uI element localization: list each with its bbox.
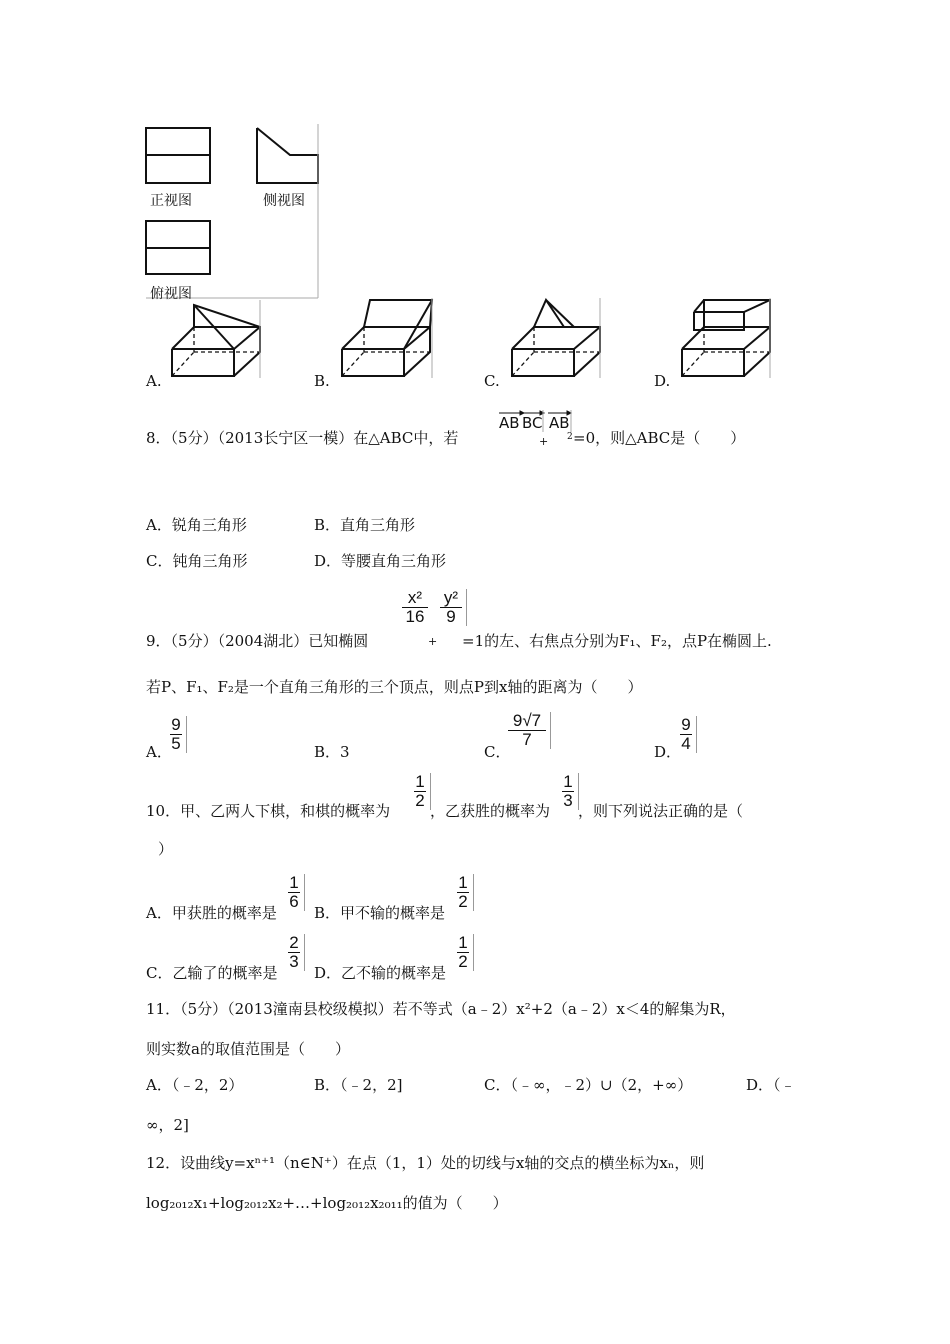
q10-option-b: B．甲不输的概率是	[314, 904, 446, 922]
solid-a-drawing	[0, 0, 950, 400]
q10-option-a-frac: $\frac{1}{6}$	[288, 874, 300, 911]
q9-tail: =1的左、右焦点分别为F₁、F₂，点P在椭圆上.	[462, 632, 772, 650]
q10-option-b-frac: $\frac{1}{2}$	[457, 874, 469, 911]
q10-line2: ）	[158, 840, 174, 858]
q10-frac-win: $\frac{1}{3}$	[562, 773, 574, 810]
q10-mid: ，乙获胜的概率为	[430, 802, 551, 820]
q8-vector-ab-2: AB	[549, 414, 570, 432]
front-view-label: 正视图	[150, 193, 192, 209]
q10-option-c-frac: $\frac{2}{3}$	[288, 934, 300, 971]
q10-lead: 10．甲、乙两人下棋，和棋的概率为	[146, 802, 391, 820]
q8-option-a: A．锐角三角形	[146, 516, 247, 534]
side-view-label: 侧视图	[263, 193, 305, 209]
q9-option-c-frac: $\frac{9√7}{7}$	[508, 712, 546, 749]
q9-option-d-label: D．	[654, 743, 682, 761]
q8-tail: =0，则△ABC是（ ）	[573, 429, 746, 447]
q11-line1: 11．（5分）（2013潼南县校级模拟）若不等式（a﹣2）x²+2（a﹣2）x＜4的解集为R，	[146, 1000, 736, 1018]
q8-option-c: C．钝角三角形	[146, 552, 248, 570]
q10-option-d: D．乙不输的概率是	[314, 964, 447, 982]
q12-line1: 12．设曲线y=xⁿ⁺¹（n∈N⁺）在点（1，1）处的切线与x轴的交点的横坐标为xₙ，则	[146, 1154, 705, 1172]
q8-square: 2	[567, 432, 573, 442]
q8-option-d: D．等腰直角三角形	[314, 552, 447, 570]
q8-plus: +	[539, 435, 549, 448]
q9-option-a-label: A．	[146, 743, 172, 761]
q10-option-a: A．甲获胜的概率是	[146, 904, 277, 922]
q9-option-d-frac: $\frac{9}{4}$	[680, 716, 692, 753]
top-view-label: 俯视图	[150, 286, 192, 302]
q11-option-d-cont: ∞，2]	[146, 1116, 189, 1134]
q9-option-a-frac: $\frac{9}{5}$	[170, 716, 182, 753]
q10-option-d-frac: $\frac{1}{2}$	[457, 934, 469, 971]
q7-option-a: A.	[146, 372, 162, 390]
q9-frac-y: $\frac{\text{y²}}{9}$	[440, 589, 462, 626]
q8-vector-expression	[498, 410, 573, 434]
q10-frac-draw: $\frac{1}{2}$	[414, 773, 426, 810]
q11-option-c: C．（﹣∞，﹣2）∪（2，+∞）	[484, 1076, 693, 1094]
q11-line2: 则实数a的取值范围是（ ）	[146, 1040, 350, 1058]
q12-line2: log₂₀₁₂x₁+log₂₀₁₂x₂+…+log₂₀₁₂x₂₀₁₁的值为（ ）	[146, 1194, 508, 1212]
q9-option-b: B．3	[314, 743, 350, 761]
q9-frac-x: $\frac{\text{x²}}{16}$	[402, 589, 428, 626]
q7-option-c: C.	[484, 372, 500, 390]
q9-line2: 若P、F₁、F₂是一个直角三角形的三个顶点，则点P到x轴的距离为（ ）	[146, 678, 643, 696]
q8-option-b: B．直角三角形	[314, 516, 416, 534]
q10-option-c: C．乙输了的概率是	[146, 964, 278, 982]
q9-plus: +	[428, 635, 438, 648]
q10-tail: ，则下列说法正确的是（	[578, 802, 744, 820]
q9-option-c-label: C．	[484, 743, 511, 761]
q8-lead: 8．（5分）（2013长宁区一模）在△ABC中，若	[146, 429, 459, 447]
q9-lead: 9．（5分）（2004湖北）已知椭圆	[146, 632, 369, 650]
q7-option-b: B.	[314, 372, 330, 390]
q8-vector-ab: AB	[499, 414, 520, 432]
q11-option-a: A．（﹣2，2）	[146, 1076, 244, 1094]
q7-option-d: D.	[654, 372, 671, 390]
q11-option-b: B．（﹣2，2]	[314, 1076, 403, 1094]
q11-option-d: D．（﹣	[746, 1076, 796, 1094]
q8-vector-bc: BC	[522, 414, 543, 432]
